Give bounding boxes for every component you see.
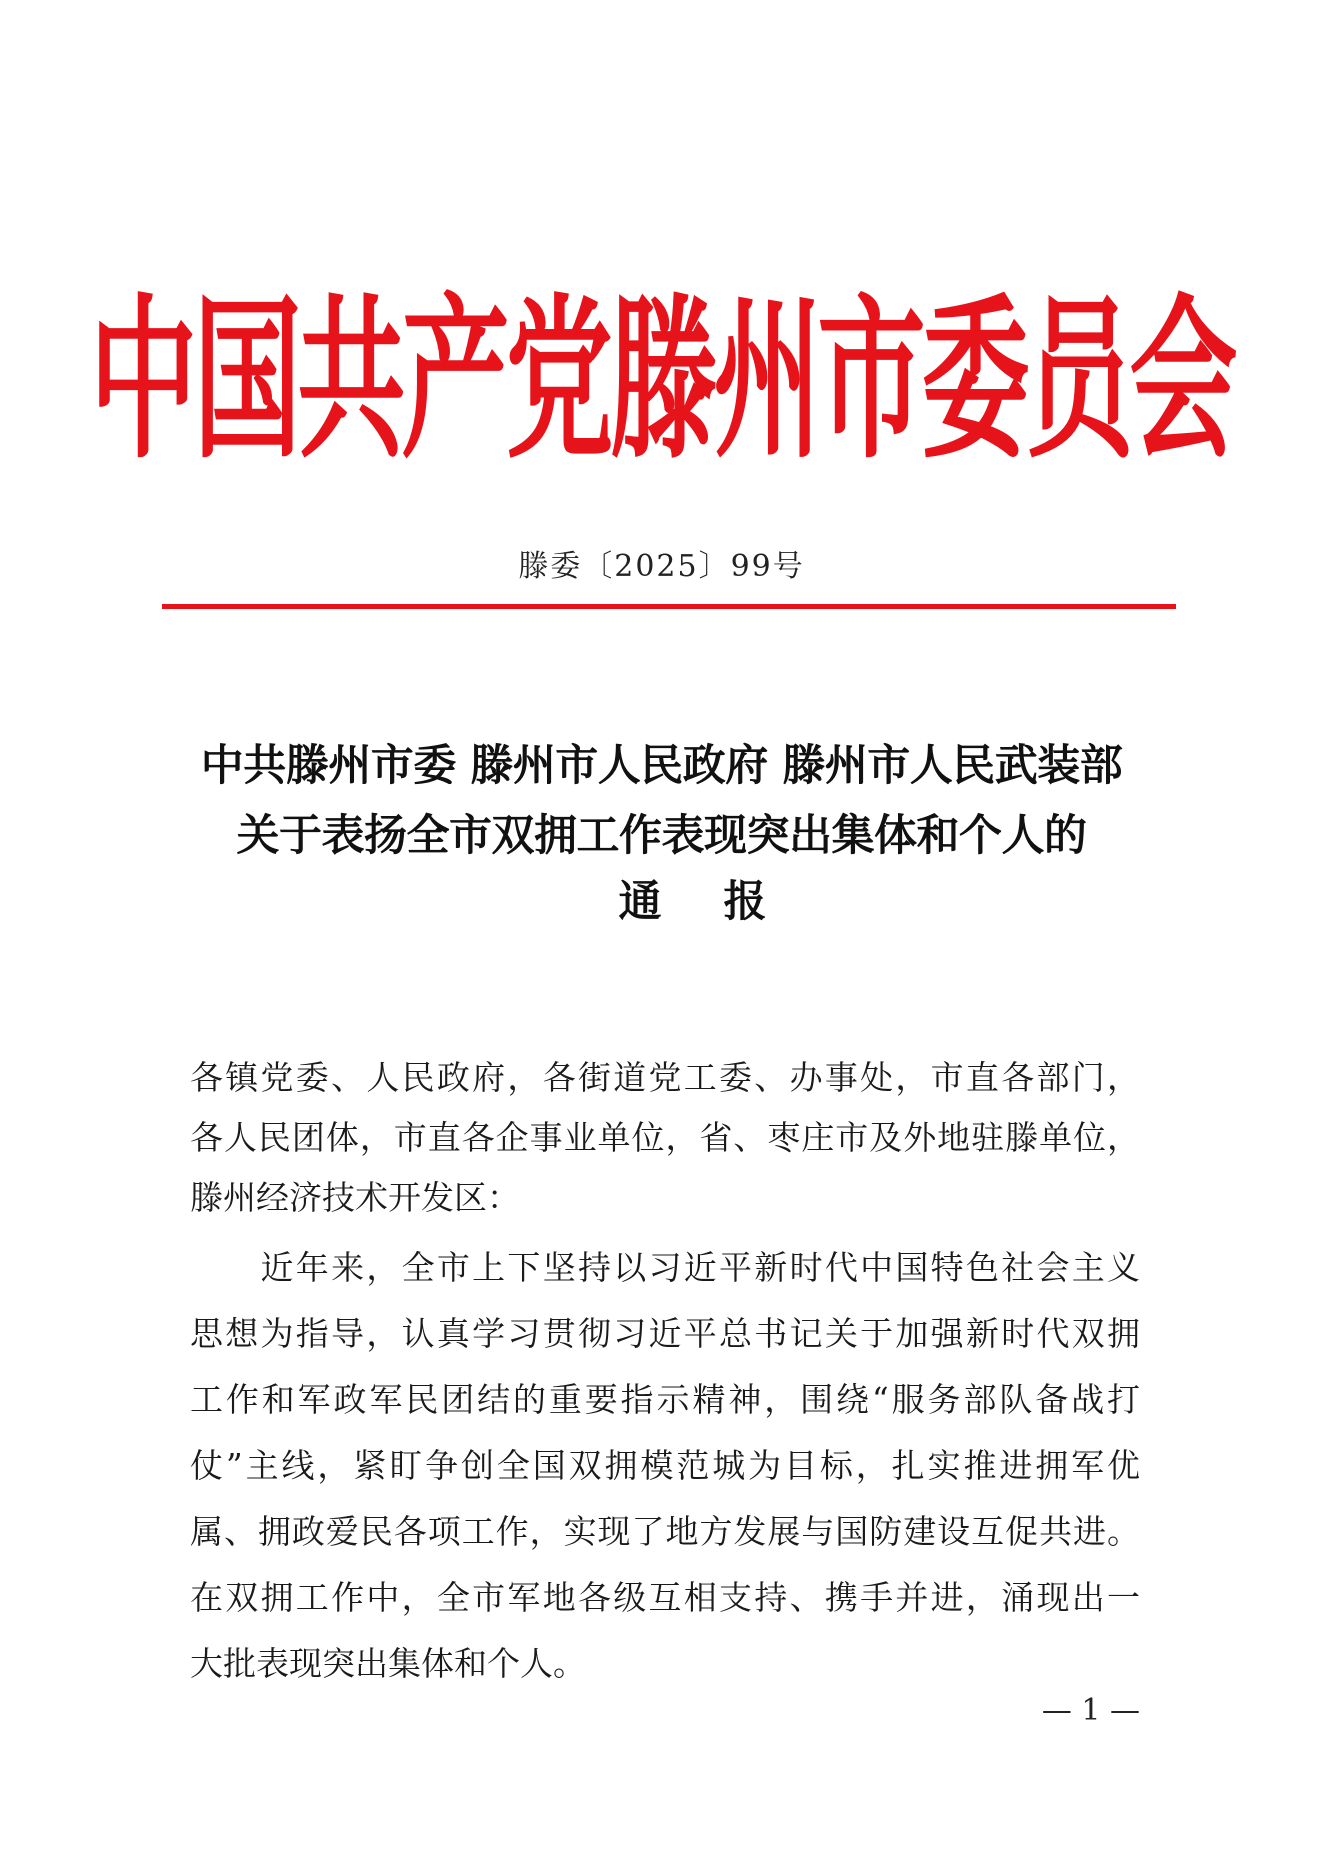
document-title-line-2: 关于表扬全市双拥工作表现突出集体和个人的 xyxy=(236,811,1087,861)
red-divider-line xyxy=(162,604,1176,609)
paragraph-line-1: 近年来，全市上下坚持以习近平新时代中国特色社会主义 xyxy=(190,1248,1140,1287)
paragraph-line-6: 在双拥工作中，全市军地各级互相支持、携手并进，涌现出一 xyxy=(190,1578,1140,1617)
page-number: — 1 — xyxy=(1041,1693,1140,1728)
paragraph-line-2: 思想为指导，认真学习贯彻习近平总书记关于加强新时代双拥 xyxy=(190,1314,1140,1353)
document-title-line-3: 通报 xyxy=(618,877,829,927)
paragraph-line-5: 属、拥政爱民各项工作，实现了地方发展与国防建设互促共进。 xyxy=(190,1512,1140,1551)
addressee-line-3: 滕州经济技术开发区： xyxy=(190,1178,520,1217)
paragraph-line-3: 工作和军政军民团结的重要指示精神，围绕“服务部队备战打 xyxy=(190,1380,1140,1419)
addressee-line-2: 各人民团体，市直各企事业单位，省、枣庄市及外地驻滕单位， xyxy=(190,1118,1140,1157)
document-title-line-1: 中共滕州市委 滕州市人民政府 滕州市人民武装部 xyxy=(200,741,1123,791)
addressee-line-1: 各镇党委、人民政府，各街道党工委、办事处，市直各部门， xyxy=(190,1058,1140,1097)
paragraph-line-4: 仗”主线，紧盯争创全国双拥模范城为目标，扎实推进拥军优 xyxy=(190,1446,1140,1485)
masthead-organization: 中国共产党滕州市委员会 xyxy=(89,278,1234,483)
paragraph-line-7: 大批表现突出集体和个人。 xyxy=(190,1644,586,1683)
document-number: 滕委〔2025〕99号 xyxy=(518,549,805,584)
